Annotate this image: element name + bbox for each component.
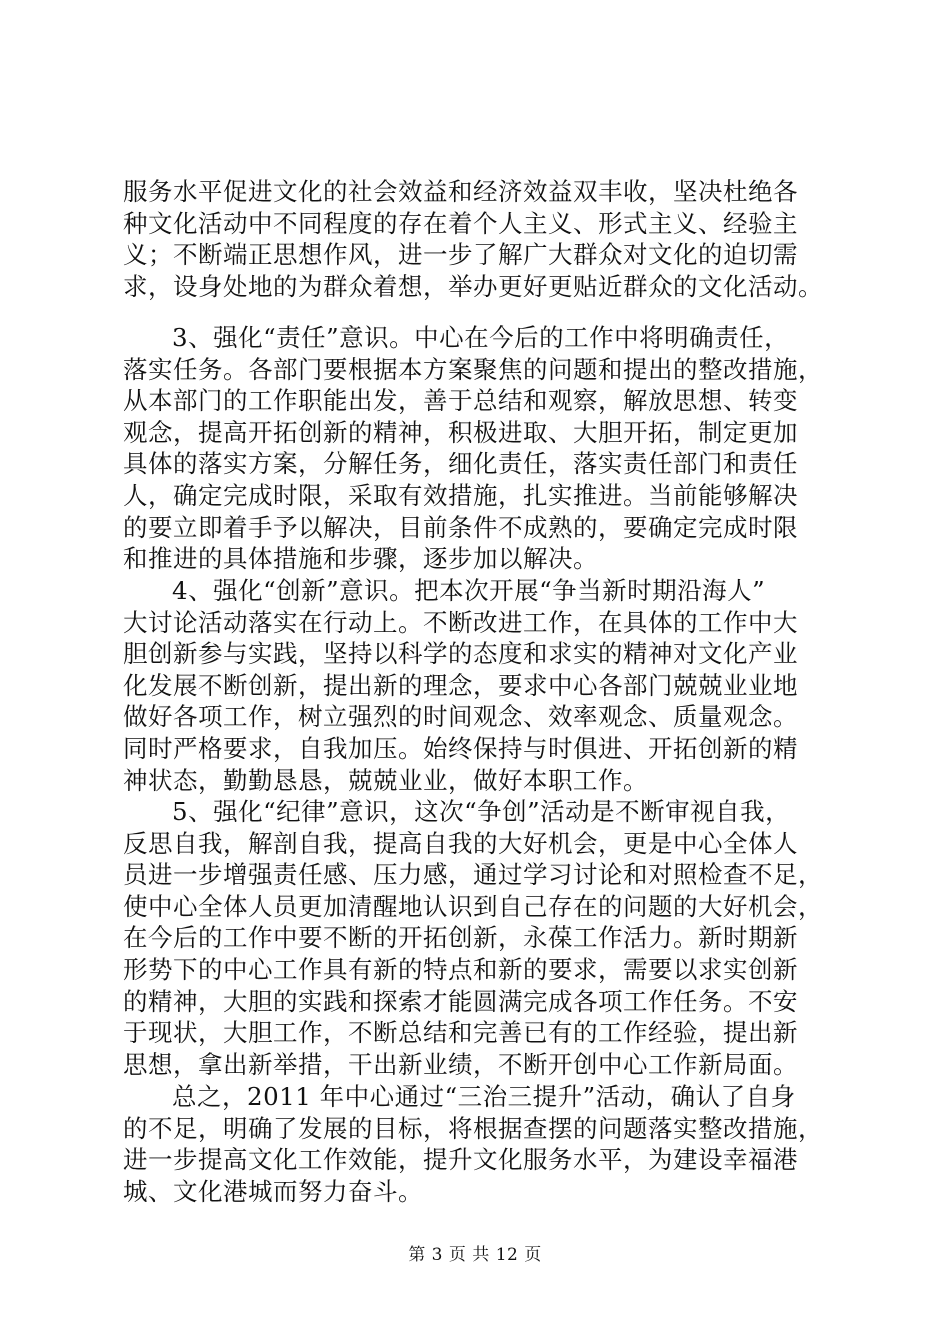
page-number-footer: 第 3 页 共 12 页 bbox=[408, 1245, 542, 1265]
text-line: 和推进的具体措施和步骤，逐步加以解决。 bbox=[123, 544, 598, 574]
text-line: 总之，2011 年中心通过“三治三提升”活动，确认了自身 bbox=[172, 1082, 796, 1111]
text-line: 4、强化“创新”意识。把本次开展“争当新时期沿海人” bbox=[172, 576, 766, 605]
paragraph-continuation bbox=[123, 176, 858, 302]
text-line: 形势下的中心工作具有新的特点和新的要求，需要以求实创新 bbox=[123, 954, 798, 984]
paragraph-4-innovation bbox=[123, 575, 858, 796]
text-line: 思想，拿出新举措，干出新业绩，不断开创中心工作新局面。 bbox=[123, 1049, 798, 1079]
text-line: 大讨论活动落实在行动上。不断改进工作，在具体的工作中大 bbox=[123, 607, 798, 637]
text-line: 的不足，明确了发展的目标，将根据查摆的问题落实整改措施， bbox=[123, 1113, 823, 1143]
text-line: 求，设身处地的为群众着想，举办更好更贴近群众的文化活动。 bbox=[123, 271, 823, 301]
text-line: 的精神，大胆的实践和探索才能圆满完成各项工作任务。不安 bbox=[123, 986, 798, 1016]
text-line: 种文化活动中不同程度的存在着个人主义、形式主义、经验主 bbox=[123, 208, 798, 238]
text-line: 于现状，大胆工作，不断总结和完善已有的工作经验，提出新 bbox=[123, 1018, 798, 1048]
paragraph-3-responsibility bbox=[123, 322, 858, 575]
text-line: 胆创新参与实践，坚持以科学的态度和求实的精神对文化产业 bbox=[123, 639, 798, 669]
text-line: 落实任务。各部门要根据本方案聚焦的问题和提出的整改措施， bbox=[123, 354, 823, 384]
text-line: 观念，提高开拓创新的精神，积极进取、大胆开拓，制定更加 bbox=[123, 417, 798, 447]
text-line: 在今后的工作中要不断的开拓创新，永葆工作活力。新时期新 bbox=[123, 923, 798, 953]
text-line: 化发展不断创新，提出新的理念，要求中心各部门兢兢业业地 bbox=[123, 670, 798, 700]
text-line: 同时严格要求，自我加压。始终保持与时俱进、开拓创新的精 bbox=[123, 733, 798, 763]
paragraph-summary bbox=[123, 1081, 858, 1207]
text-line: 具体的落实方案，分解任务，细化责任，落实责任部门和责任 bbox=[123, 449, 798, 479]
text-line: 使中心全体人员更加清醒地认识到自己存在的问题的大好机会， bbox=[123, 891, 823, 921]
text-line: 3、强化“责任”意识。中心在今后的工作中将明确责任， bbox=[172, 323, 790, 352]
text-line: 人，确定完成时限，采取有效措施，扎实推进。当前能够解决 bbox=[123, 480, 798, 510]
text-line: 从本部门的工作职能出发，善于总结和观察，解放思想、转变 bbox=[123, 386, 798, 416]
text-line: 做好各项工作，树立强烈的时间观念、效率观念、质量观念。 bbox=[123, 702, 798, 732]
text-line: 反思自我，解剖自我，提高自我的大好机会，更是中心全体人 bbox=[123, 828, 798, 858]
paragraph-5-discipline bbox=[123, 796, 858, 1080]
text-line: 的要立即着手予以解决，目前条件不成熟的，要确定完成时限 bbox=[123, 512, 798, 542]
text-line: 服务水平促进文化的社会效益和经济效益双丰收，坚决杜绝各 bbox=[123, 177, 798, 206]
text-line: 进一步提高文化工作效能，提升文化服务水平，为建设幸福港 bbox=[123, 1145, 798, 1175]
text-line: 员进一步增强责任感、压力感，通过学习讨论和对照检查不足， bbox=[123, 860, 823, 890]
text-line: 5、强化“纪律”意识，这次“争创”活动是不断审视自我， bbox=[172, 797, 791, 826]
text-line: 义；不断端正思想作风，进一步了解广大群众对文化的迫切需 bbox=[123, 240, 798, 270]
text-line: 城、文化港城而努力奋斗。 bbox=[123, 1176, 423, 1206]
text-line: 神状态，勤勤恳恳，兢兢业业，做好本职工作。 bbox=[123, 765, 648, 795]
